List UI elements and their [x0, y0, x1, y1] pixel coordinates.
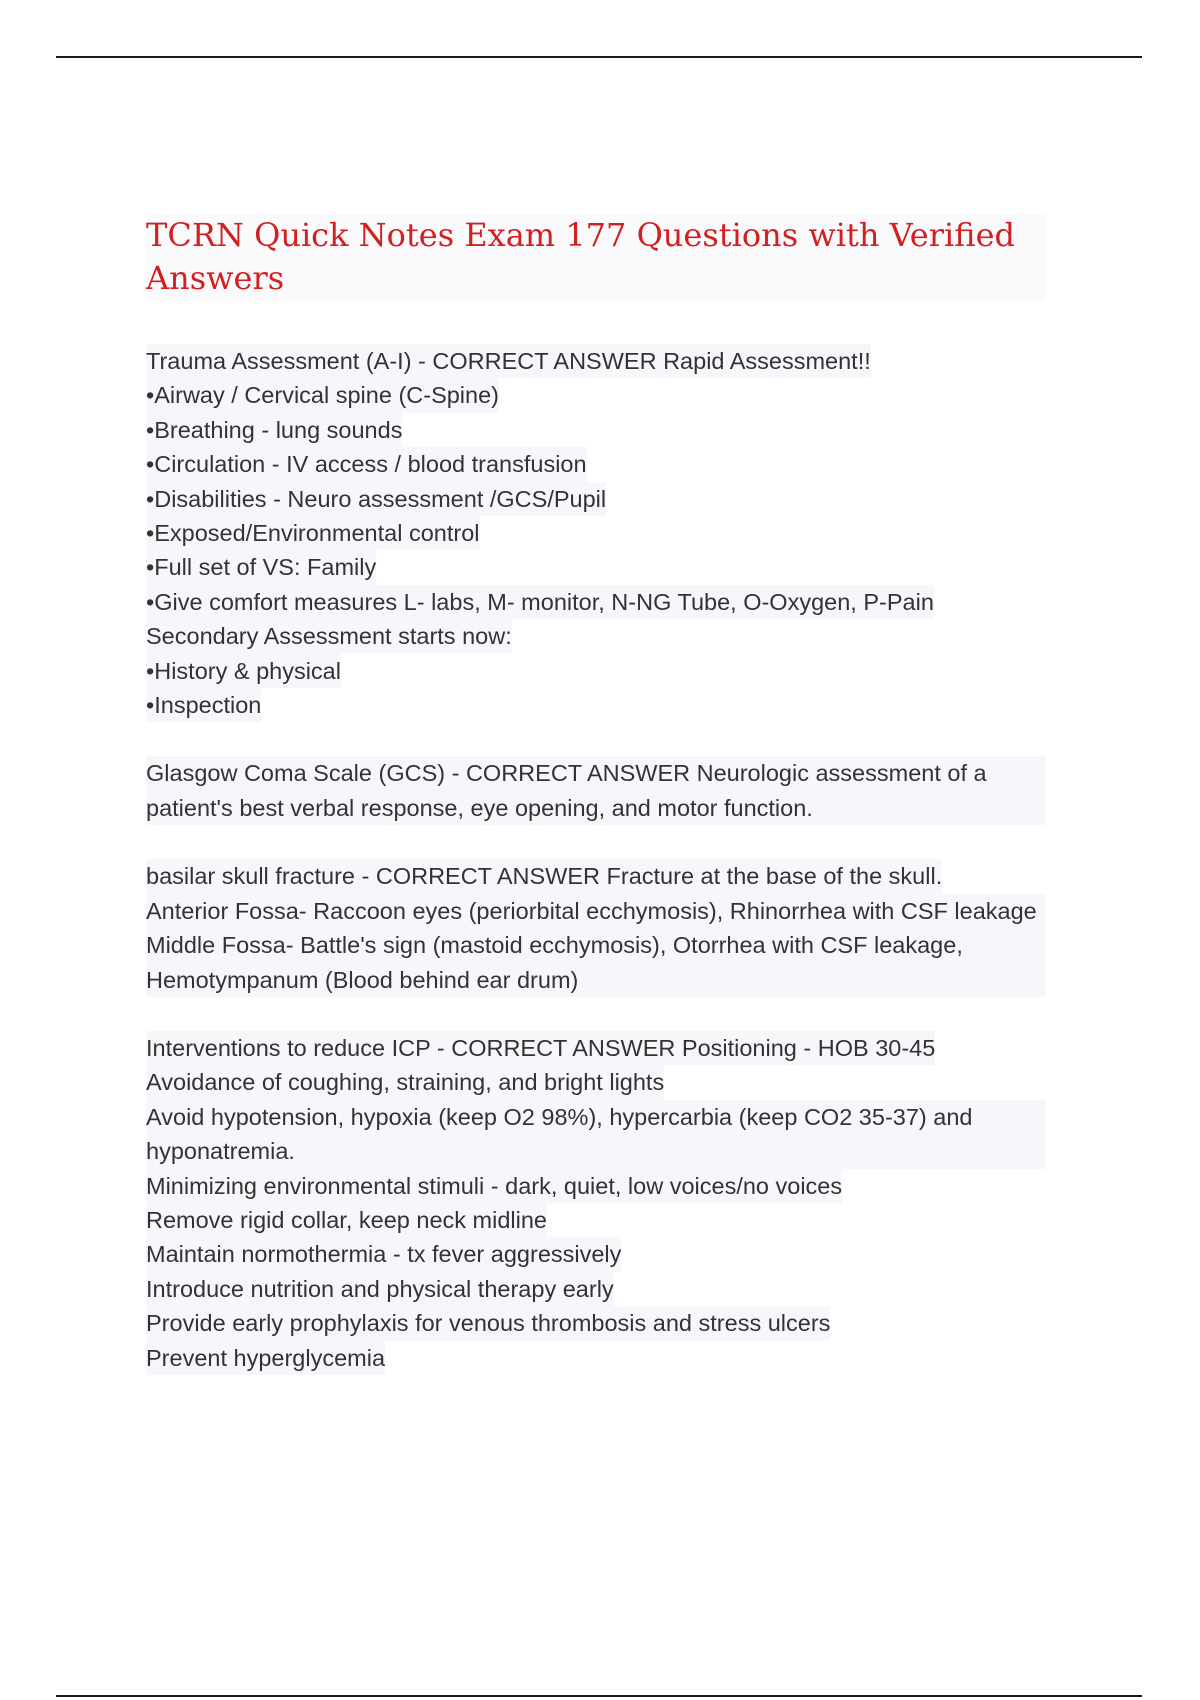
answer-line: •Inspection — [146, 688, 261, 722]
answer-line: •Breathing - lung sounds — [146, 413, 402, 447]
document-title: TCRN Quick Notes Exam 177 Questions with Verified Answers — [146, 214, 1046, 300]
answer-line: •Disabilities - Neuro assessment /GCS/Pupil — [146, 482, 606, 516]
answer-line: basilar skull fracture - CORRECT ANSWER Fracture at the base of the skull. — [146, 859, 942, 893]
answer-line: •Airway / Cervical spine (C-Spine) — [146, 378, 499, 412]
answer-line: Interventions to reduce ICP - CORRECT ANSWER Positioning - HOB 30-45 — [146, 1031, 935, 1065]
answer-line: Glasgow Coma Scale (GCS) - CORRECT ANSWER Neurologic assessment of a patient's best verbal response, eye opening, and motor function. — [146, 756, 1046, 825]
answer-line: •Full set of VS: Family — [146, 550, 376, 584]
answer-line: Avoid hypotension, hypoxia (keep O2 98%), hypercarbia (keep CO2 35-37) and hyponatremia. — [146, 1100, 1046, 1169]
footer-rule — [56, 1695, 1142, 1697]
qa-entry-interventions-icp — [146, 1031, 1046, 1375]
answer-line: Anterior Fossa- Raccoon eyes (periorbital ecchymosis), Rhinorrhea with CSF leakage — [146, 894, 1046, 928]
answer-line: Remove rigid collar, keep neck midline — [146, 1203, 547, 1237]
answer-line: •Give comfort measures L- labs, M- monitor, N-NG Tube, O-Oxygen, P-Pain — [146, 585, 934, 619]
document-body — [146, 214, 1046, 1409]
qa-entry-trauma-assessment — [146, 344, 1046, 722]
answer-line: Prevent hyperglycemia — [146, 1341, 385, 1375]
answer-line: Minimizing environmental stimuli - dark, quiet, low voices/no voices — [146, 1169, 842, 1203]
answer-line: Trauma Assessment (A-I) - CORRECT ANSWER Rapid Assessment!! — [146, 344, 871, 378]
qa-entry-basilar-skull-fracture — [146, 859, 1046, 997]
answer-line: Middle Fossa- Battle's sign (mastoid ecchymosis), Otorrhea with CSF leakage, Hemotympanum (Blood behind ear drum) — [146, 928, 1046, 997]
answer-line: Secondary Assessment starts now: — [146, 619, 512, 653]
answer-line: •Circulation - IV access / blood transfusion — [146, 447, 587, 481]
answer-line: •Exposed/Environmental control — [146, 516, 480, 550]
answer-line: Introduce nutrition and physical therapy early — [146, 1272, 614, 1306]
answer-line: Avoidance of coughing, straining, and bright lights — [146, 1065, 664, 1099]
header-rule — [56, 56, 1142, 58]
answer-line: Provide early prophylaxis for venous thrombosis and stress ulcers — [146, 1306, 830, 1340]
qa-entry-glasgow-coma-scale — [146, 756, 1046, 825]
answer-line: Maintain normothermia - tx fever aggressively — [146, 1237, 621, 1271]
answer-line: •History & physical — [146, 654, 341, 688]
